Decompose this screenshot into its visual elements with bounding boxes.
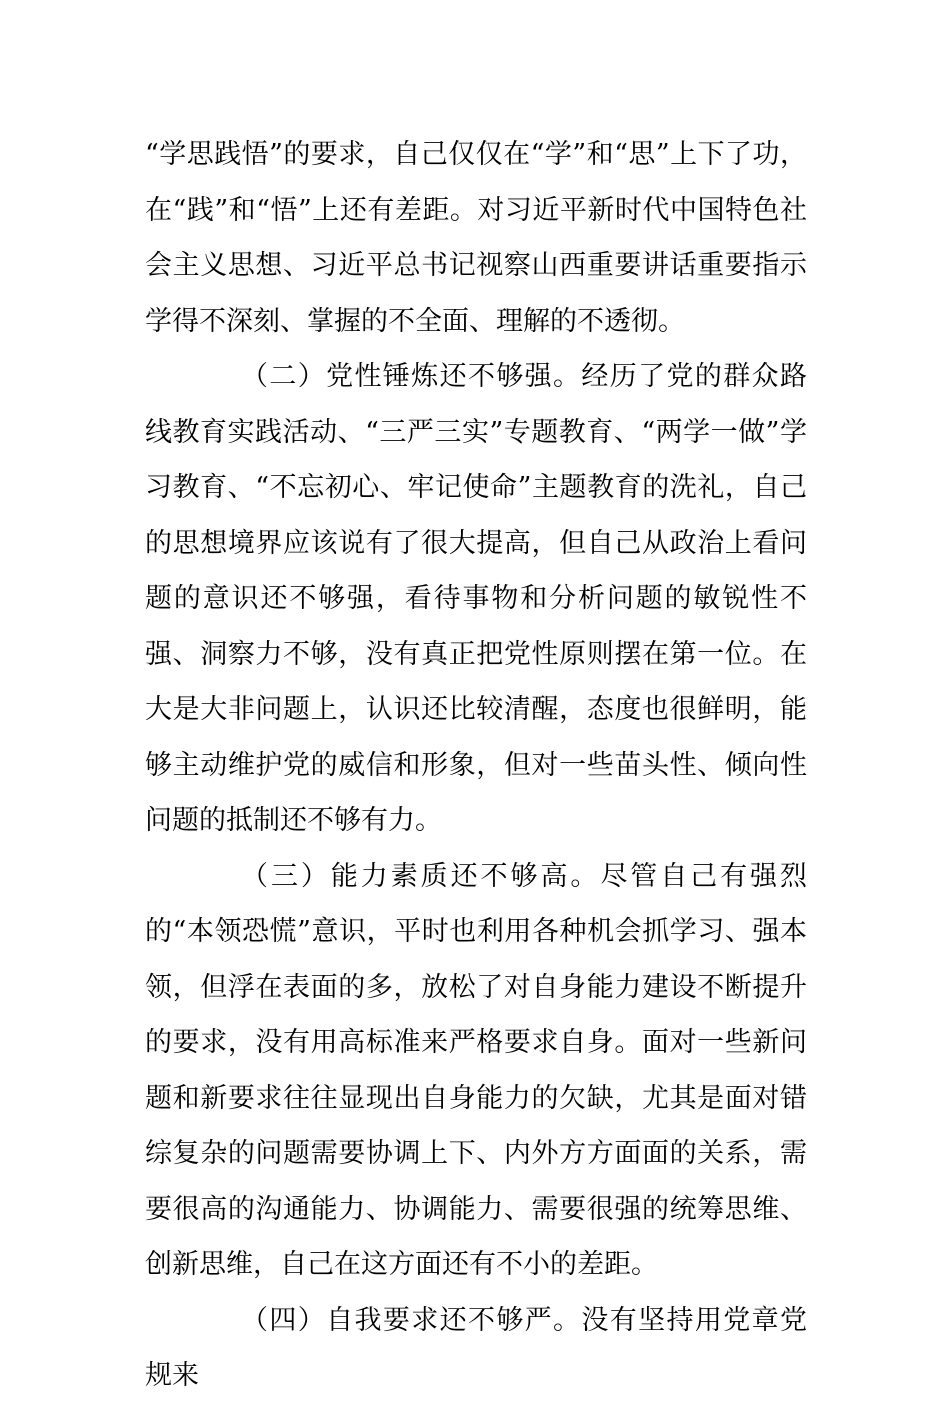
paragraph-study-practice: “学思践悟”的要求，自己仅仅在“学”和“思”上下了功，在“践”和“悟”上还有差距。对习近平新时代中国特色社会主义思想、习近平总书记视察山西重要讲话重要指示学得不深刻、掌握的不全面、理解的不透彻。 [145, 139, 807, 337]
paragraph-party-spirit: （二）党性锤炼还不够强。经历了党的群众路线教育实践活动、“三严三实”专题教育、“两学一做”学习教育、“不忘初心、牢记使命”主题教育的洗礼，自己的思想境界应该说有了很大提高，但自己从政治上看问题的意识还不够强，看待事物和分析问题的敏锐性不强、洞察力不够，没有真正把党性原则摆在第一位。在大是大非问题上，认识还比较清醒，态度也很鲜明，能够主动维护党的威信和形象，但对一些苗头性、倾向性问题的抵制还不够有力。 [145, 361, 807, 836]
paragraph-self-requirement: （四）自我要求还不够严。没有坚持用党章党规来 [145, 1304, 807, 1391]
paragraph-ability-quality: （三）能力素质还不够高。尽管自己有强烈的“本领恐慌”意识，平时也利用各种机会抓学习、强本领，但浮在表面的多，放松了对自身能力建设不断提升的要求，没有用高标准来严格要求自身。面对一些新问题和新要求往往显现出自身能力的欠缺，尤其是面对错综复杂的问题需要协调上下、内外方方面面的关系，需要很高的沟通能力、协调能力、需要很强的统筹思维、创新思维，自己在这方面还有不小的差距。 [145, 860, 807, 1280]
document-body [145, 127, 807, 1404]
